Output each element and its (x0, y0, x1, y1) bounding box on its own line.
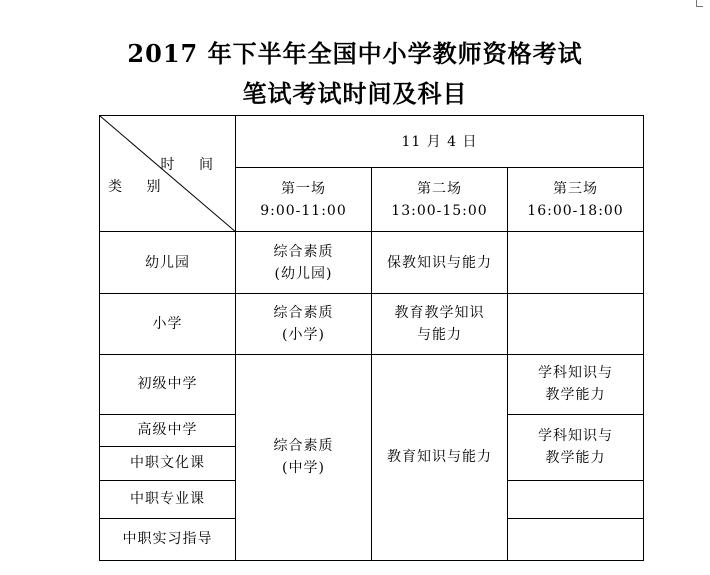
primary-session-2 (372, 294, 508, 354)
category-vocational-practice: 中职实习指导 (100, 518, 236, 560)
kindergarten-session-1 (236, 232, 372, 294)
session-1-name: 第一场 (281, 180, 326, 197)
secondary-s1-line1: 综合素质 (273, 438, 334, 455)
primary-s1-line2: (小学) (282, 326, 325, 343)
category-junior-high: 初级中学 (100, 354, 236, 414)
session-1-time: 9:00-11:00 (260, 202, 347, 219)
corner-header-cell (100, 116, 236, 232)
kindergarten-session-3 (508, 232, 644, 294)
primary-s2-line2: 与能力 (417, 326, 462, 343)
date-header: 11 月 4 日 (236, 116, 644, 168)
junior-high-session-3 (508, 354, 644, 414)
category-vocational-major: 中职专业课 (100, 480, 236, 518)
page-subtitle: 笔试考试时间及科目 (242, 79, 468, 108)
kindergarten-s1-line1: 综合素质 (273, 243, 334, 260)
secondary-s1-line2: (中学) (282, 460, 325, 477)
session-2-header (372, 168, 508, 232)
vocational-major-session-3 (508, 480, 644, 518)
session-3-header (508, 168, 644, 232)
corner-crop-mark (696, 0, 703, 7)
secondary-session-1 (236, 354, 372, 561)
senior-s3-line1: 学科知识与 (538, 428, 613, 445)
secondary-session-2: 教育知识与能力 (372, 354, 508, 561)
exam-schedule-table (99, 115, 644, 561)
primary-session-3 (508, 294, 644, 354)
primary-s2-line1: 教育教学知识 (394, 304, 485, 321)
senior-vocational-session-3 (508, 414, 644, 480)
session-2-name: 第二场 (417, 180, 462, 197)
vocational-practice-session-3 (508, 518, 644, 560)
category-primary: 小学 (100, 294, 236, 354)
corner-time-label: 时 间 (160, 157, 223, 173)
kindergarten-s1-line2: (幼儿园) (274, 265, 333, 282)
session-2-time: 13:00-15:00 (391, 202, 488, 219)
primary-s1-line1: 综合素质 (273, 304, 334, 321)
senior-s3-line2: 教学能力 (545, 450, 606, 467)
session-3-name: 第三场 (553, 180, 598, 197)
page-title: 2017 年下半年全国中小学教师资格考试 (127, 39, 583, 68)
category-vocational-culture: 中职文化课 (100, 446, 236, 480)
kindergarten-session-2: 保教知识与能力 (372, 232, 508, 294)
junior-high-s3-line1: 学科知识与 (538, 365, 613, 382)
category-kindergarten: 幼儿园 (100, 232, 236, 294)
category-senior-high: 高级中学 (100, 414, 236, 446)
session-1-header (236, 168, 372, 232)
session-3-time: 16:00-18:00 (527, 202, 624, 219)
junior-high-s3-line2: 教学能力 (545, 387, 606, 404)
primary-session-1 (236, 294, 372, 354)
corner-category-label: 类 别 (108, 179, 171, 195)
